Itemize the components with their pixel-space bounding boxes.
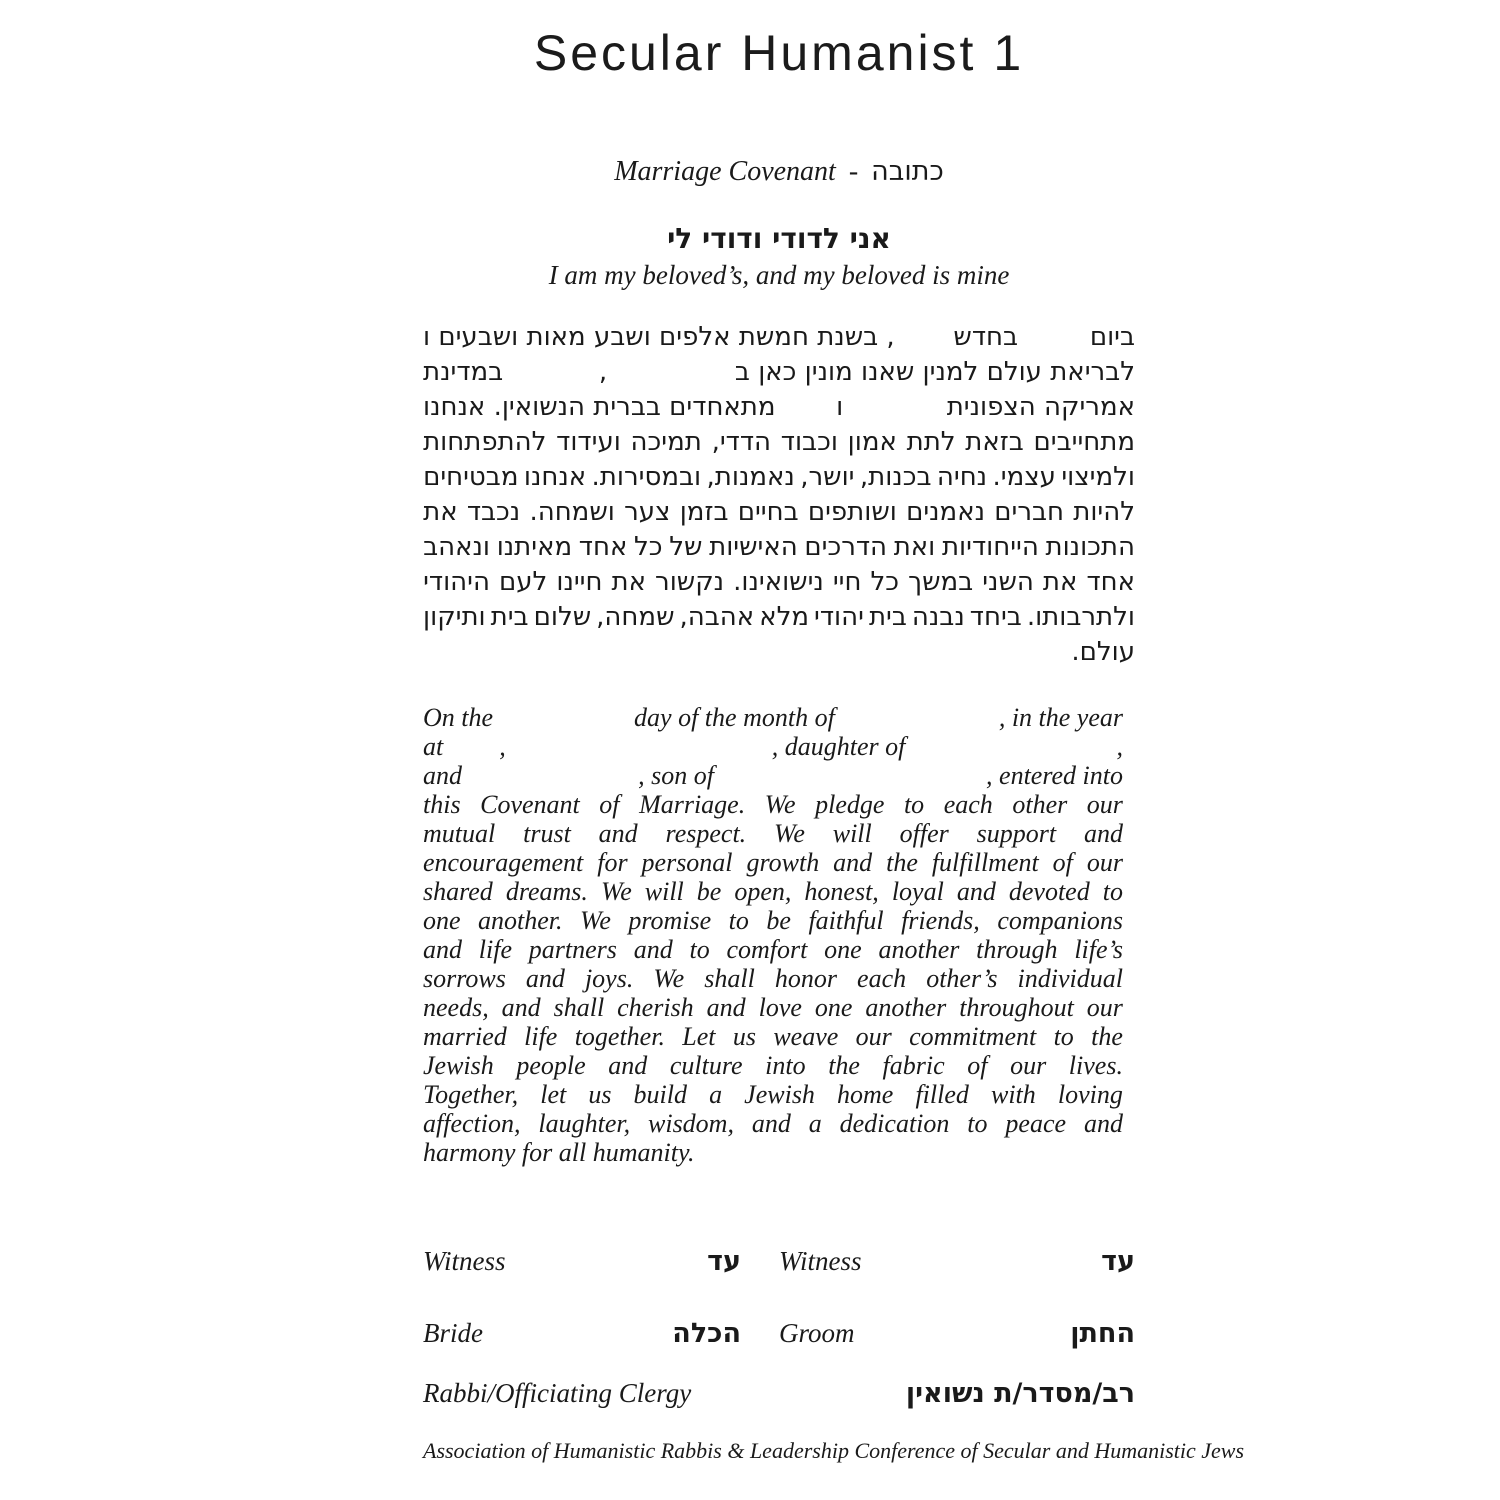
word: ביחד: [969, 602, 1022, 632]
word: weave: [773, 1022, 839, 1051]
word: of: [599, 790, 620, 819]
word: and: [423, 935, 462, 964]
word: promise: [628, 906, 712, 935]
word: of: [1052, 848, 1073, 877]
word: שלום: [533, 602, 592, 632]
word: culture: [669, 1051, 743, 1080]
word: בזמן: [679, 497, 729, 527]
text-line: [423, 1051, 1123, 1080]
text-segment: ביום: [1089, 322, 1135, 352]
signature-pair: [423, 1318, 741, 1349]
text-segment: במדינת: [423, 357, 504, 387]
word: We: [653, 964, 685, 993]
word: devoted: [1008, 877, 1090, 906]
word: honest,: [804, 877, 879, 906]
fill-in-line: [423, 761, 1123, 790]
signature-label-hebrew: עד: [707, 1246, 741, 1277]
text-segment: day of the month of: [634, 703, 835, 732]
word: to: [967, 1109, 988, 1138]
word: honor: [774, 964, 837, 993]
word: השני: [982, 567, 1034, 597]
word: נבנה: [911, 602, 965, 632]
word: להיות: [1073, 497, 1135, 527]
word: We: [764, 790, 796, 819]
text-line: [423, 819, 1123, 848]
word: and: [706, 993, 746, 1022]
word: encouragement: [423, 848, 584, 877]
word: peace: [1005, 1109, 1067, 1138]
word: the: [886, 848, 918, 877]
word: and: [598, 819, 638, 848]
fill-in-line: [423, 390, 1135, 425]
word: and: [501, 993, 541, 1022]
signature-label-hebrew: החתן: [1070, 1318, 1135, 1349]
word: us: [732, 1022, 756, 1051]
word: together.: [574, 1022, 665, 1051]
text-segment: ,: [1116, 732, 1123, 761]
word: אנחנו: [523, 462, 587, 492]
text-line: [423, 495, 1135, 530]
word: יושר,: [800, 462, 855, 492]
word: shared: [423, 877, 493, 906]
text-segment: לבריאת עולם למנין שאנו מונין כאן ב: [734, 357, 1135, 387]
verse-hebrew: אני לדודי ודודי לי: [667, 222, 891, 255]
text-segment: ,: [598, 357, 608, 387]
word: mutual: [423, 819, 496, 848]
text-line: [423, 600, 1135, 635]
word: of: [967, 1051, 988, 1080]
word: a: [808, 1109, 822, 1138]
signature-label: Groom: [779, 1318, 855, 1348]
signature-label: Witness: [423, 1246, 506, 1276]
text-line: עולם.: [1071, 637, 1135, 667]
word: חיינו: [556, 567, 603, 597]
word: love: [758, 993, 802, 1022]
blank-field: [913, 754, 1108, 755]
text-segment: אמריקה הצפונית: [946, 392, 1135, 422]
word: be: [696, 877, 722, 906]
text-line: [423, 1080, 1123, 1109]
word: needs,: [423, 993, 489, 1022]
word: כל: [634, 532, 663, 562]
covenant-subtitle: [423, 156, 1135, 188]
word: and: [833, 848, 873, 877]
word: צער: [624, 497, 671, 527]
word: ותיקון: [423, 602, 486, 632]
word: היהודי: [423, 567, 490, 597]
english-covenant-paragraph: [423, 703, 1123, 1167]
word: dreams.: [505, 877, 588, 906]
signature-label-hebrew: עד: [1101, 1246, 1135, 1277]
fill-in-line: [423, 703, 1123, 732]
word: wisdom,: [648, 1109, 734, 1138]
word: ואת: [893, 532, 936, 562]
word: cherish: [617, 993, 694, 1022]
signature-label-hebrew: הכלה: [672, 1318, 741, 1349]
word: throughout: [959, 993, 1074, 1022]
word: another: [878, 935, 960, 964]
word: a: [709, 1080, 723, 1109]
word: another: [865, 993, 947, 1022]
word: אחד: [1086, 567, 1135, 597]
word: laughter,: [538, 1109, 631, 1138]
word: into: [765, 1051, 806, 1080]
witness-signature-row: [423, 1246, 1135, 1277]
word: עצמי.: [992, 462, 1056, 492]
word: and: [633, 935, 673, 964]
word: להתפתחות: [423, 427, 547, 457]
blank-field: [635, 379, 707, 380]
hebrew-covenant-paragraph: [423, 320, 1135, 670]
text-line: [423, 425, 1135, 460]
word: לתת: [906, 427, 956, 457]
fill-in-line: [423, 732, 1123, 761]
word: נכבד: [466, 497, 521, 527]
signature-label: Rabbi/Officiating Clergy: [423, 1378, 692, 1408]
text-line: [423, 460, 1135, 495]
word: התכונות: [1045, 532, 1135, 562]
text-line: [423, 935, 1123, 964]
word: to: [1053, 1022, 1074, 1051]
blank-field: [849, 725, 984, 726]
word: בכנות,: [859, 462, 932, 492]
word: ולתרבותו.: [1026, 602, 1135, 632]
word: וכבוד: [780, 427, 838, 457]
word: נאמנות,: [706, 462, 795, 492]
blank-field: [726, 783, 974, 784]
word: will: [832, 819, 872, 848]
word: כל: [870, 567, 900, 597]
word: partners: [528, 935, 617, 964]
word: life’s: [1074, 935, 1123, 964]
word: commitment: [909, 1022, 1037, 1051]
word: של: [669, 532, 703, 562]
text-line: [423, 848, 1123, 877]
blank-field: [531, 379, 571, 380]
word: offer: [899, 819, 949, 848]
word: הייחודיות: [941, 532, 1039, 562]
word: את: [1042, 567, 1078, 597]
association-footer: Association of Humanistic Rabbis & Leadership Conference of Secular and Humanistic Jews: [423, 1438, 1245, 1463]
word: אחד: [578, 532, 628, 562]
word: other’s: [926, 964, 998, 993]
word: and: [751, 1109, 791, 1138]
word: fabric: [882, 1051, 945, 1080]
document-content-column: [423, 0, 1245, 1500]
blank-field: [451, 754, 491, 755]
word: and: [1083, 819, 1123, 848]
word: home: [837, 1080, 894, 1109]
word: שמחה,: [596, 602, 675, 632]
word: sorrows: [423, 964, 506, 993]
word: pledge: [815, 790, 885, 819]
word: בית: [490, 602, 529, 632]
word: respect.: [665, 819, 747, 848]
word: one: [423, 906, 461, 935]
text-segment: בחדש: [953, 322, 1019, 352]
word: us: [588, 1080, 612, 1109]
word: our: [1086, 790, 1123, 819]
word: filled: [915, 1080, 969, 1109]
word: את: [611, 567, 646, 597]
word: אהבה,: [679, 602, 755, 632]
fill-in-line: [423, 355, 1135, 390]
word: את: [423, 497, 458, 527]
word: the: [1091, 1022, 1123, 1051]
blank-field: [508, 725, 620, 726]
text-line: [423, 964, 1123, 993]
word: another.: [478, 906, 563, 935]
word: בזאת: [965, 427, 1024, 457]
word: האישיות: [709, 532, 798, 562]
word: נקשור: [655, 567, 725, 597]
word: other: [1012, 790, 1068, 819]
word: for: [597, 848, 628, 877]
word: the: [828, 1051, 860, 1080]
word: ולמיצוי: [1061, 462, 1135, 492]
blank-field: [474, 783, 626, 784]
word: Marriage.: [639, 790, 746, 819]
word: יהודי: [814, 602, 864, 632]
word: people: [516, 1051, 586, 1080]
word: to: [1102, 877, 1123, 906]
document-title: Secular Humanist 1: [533, 25, 1025, 81]
word: personal: [641, 848, 733, 877]
word: and: [1083, 1109, 1123, 1138]
word: Covenant: [480, 790, 580, 819]
text-line: [423, 790, 1123, 819]
word: בית: [868, 602, 907, 632]
word: to: [728, 906, 749, 935]
blank-field: [514, 754, 764, 755]
word: our: [855, 1022, 892, 1051]
word: individual: [1017, 964, 1123, 993]
text-segment: , daughter of: [771, 732, 906, 761]
word: let: [540, 1080, 567, 1109]
word: loving: [1057, 1080, 1123, 1109]
word: our: [1086, 993, 1123, 1022]
subtitle-dash: -: [848, 156, 859, 187]
word: with: [990, 1080, 1036, 1109]
bride-groom-signature-row: [423, 1318, 1135, 1349]
signature-label: Witness: [779, 1246, 862, 1276]
word: to: [689, 935, 710, 964]
word: one: [814, 993, 853, 1022]
text-segment: at: [423, 732, 444, 761]
text-segment: , בשנת חמשת אלפים ושבע מאות ושבעים ו: [423, 322, 895, 352]
text-segment: , son of: [638, 761, 714, 790]
text-segment: ,: [499, 732, 506, 761]
text-line: [423, 993, 1123, 1022]
word: shall: [553, 993, 605, 1022]
word: build: [633, 1080, 687, 1109]
word: We: [600, 877, 632, 906]
word: חיי: [832, 567, 862, 597]
word: growth: [746, 848, 820, 877]
text-segment: and: [423, 761, 462, 790]
word: ובמסירות.: [591, 462, 702, 492]
text-line: [423, 877, 1123, 906]
word: מלא: [759, 602, 810, 632]
signature-pair: [779, 1318, 1135, 1349]
word: נאמנים: [906, 497, 986, 527]
word: ושותפים: [807, 497, 897, 527]
word: במשך: [908, 567, 974, 597]
word: affection,: [423, 1109, 521, 1138]
signature-label-hebrew: רב/מסדר/ת נשואין: [905, 1378, 1135, 1409]
word: ונאהב: [423, 532, 491, 562]
word: friends,: [901, 906, 980, 935]
word: lives.: [1068, 1051, 1123, 1080]
blank-field: [897, 344, 952, 345]
word: Together,: [423, 1080, 519, 1109]
text-segment: מתאחדים בברית הנשואין. אנחנו: [423, 392, 776, 422]
word: Jewish: [744, 1080, 815, 1109]
text-line: [423, 1022, 1123, 1051]
text-line: [423, 1109, 1123, 1138]
blank-field: [783, 414, 828, 415]
word: fulfillment: [931, 848, 1039, 877]
word: תמיכה: [630, 427, 702, 457]
rabbi-signature-row: [423, 1378, 1135, 1409]
text-segment: ו: [836, 392, 844, 422]
signature-pair: [779, 1246, 1135, 1277]
blank-field: [1020, 344, 1088, 345]
text-line: [423, 565, 1135, 600]
word: We: [774, 819, 805, 848]
fill-in-line: [423, 320, 1135, 355]
word: life: [524, 1022, 558, 1051]
signature-pair: [423, 1246, 741, 1277]
word: and: [956, 877, 996, 906]
word: married: [423, 1022, 507, 1051]
word: faithful: [808, 906, 884, 935]
word: will: [644, 877, 684, 906]
text-segment: On the: [423, 703, 494, 732]
word: each: [943, 790, 993, 819]
word: מתחייבים: [1033, 427, 1135, 457]
word: and: [608, 1051, 648, 1080]
word: אמון: [847, 427, 897, 457]
word: מאיתנו: [496, 532, 573, 562]
text-segment: , in the year: [998, 703, 1123, 732]
word: We: [580, 906, 611, 935]
word: נחיה: [936, 462, 988, 492]
word: לעם: [499, 567, 548, 597]
word: and: [525, 964, 565, 993]
word: Let: [682, 1022, 716, 1051]
word: joys.: [584, 964, 634, 993]
word: companions: [997, 906, 1123, 935]
word: to: [903, 790, 925, 819]
word: each: [857, 964, 907, 993]
word: מבטיחים: [423, 462, 519, 492]
verse-english: I am my beloved’s, and my beloved is mine: [548, 260, 1010, 290]
word: בחיים: [737, 497, 799, 527]
word: support: [976, 819, 1057, 848]
signature-pair: [423, 1378, 1135, 1409]
text-segment: , entered into: [986, 761, 1123, 790]
word: through: [976, 935, 1058, 964]
word: חברים: [994, 497, 1065, 527]
word: open,: [734, 877, 792, 906]
covenant-subtitle-hebrew: כתובה: [871, 156, 944, 187]
word: loyal: [891, 877, 944, 906]
word: הדרכים: [804, 532, 888, 562]
word: this: [423, 790, 461, 819]
word: ושמחה.: [529, 497, 615, 527]
text-line: harmony for all humanity.: [423, 1138, 695, 1167]
word: life: [478, 935, 512, 964]
word: dedication: [839, 1109, 950, 1138]
word: Jewish: [423, 1051, 494, 1080]
text-line: [423, 906, 1123, 935]
word: ועידוד: [556, 427, 621, 457]
word: be: [766, 906, 791, 935]
word: one: [824, 935, 862, 964]
blank-field: [851, 414, 939, 415]
word: trust: [523, 819, 571, 848]
word: הדדי,: [711, 427, 772, 457]
word: our: [1010, 1051, 1047, 1080]
word: comfort: [726, 935, 808, 964]
word: our: [1086, 848, 1123, 877]
word: נישואינו.: [733, 567, 824, 597]
signature-label: Bride: [423, 1318, 483, 1348]
text-line: [423, 530, 1135, 565]
word: shall: [704, 964, 755, 993]
covenant-subtitle-english: Marriage Covenant: [614, 156, 836, 187]
